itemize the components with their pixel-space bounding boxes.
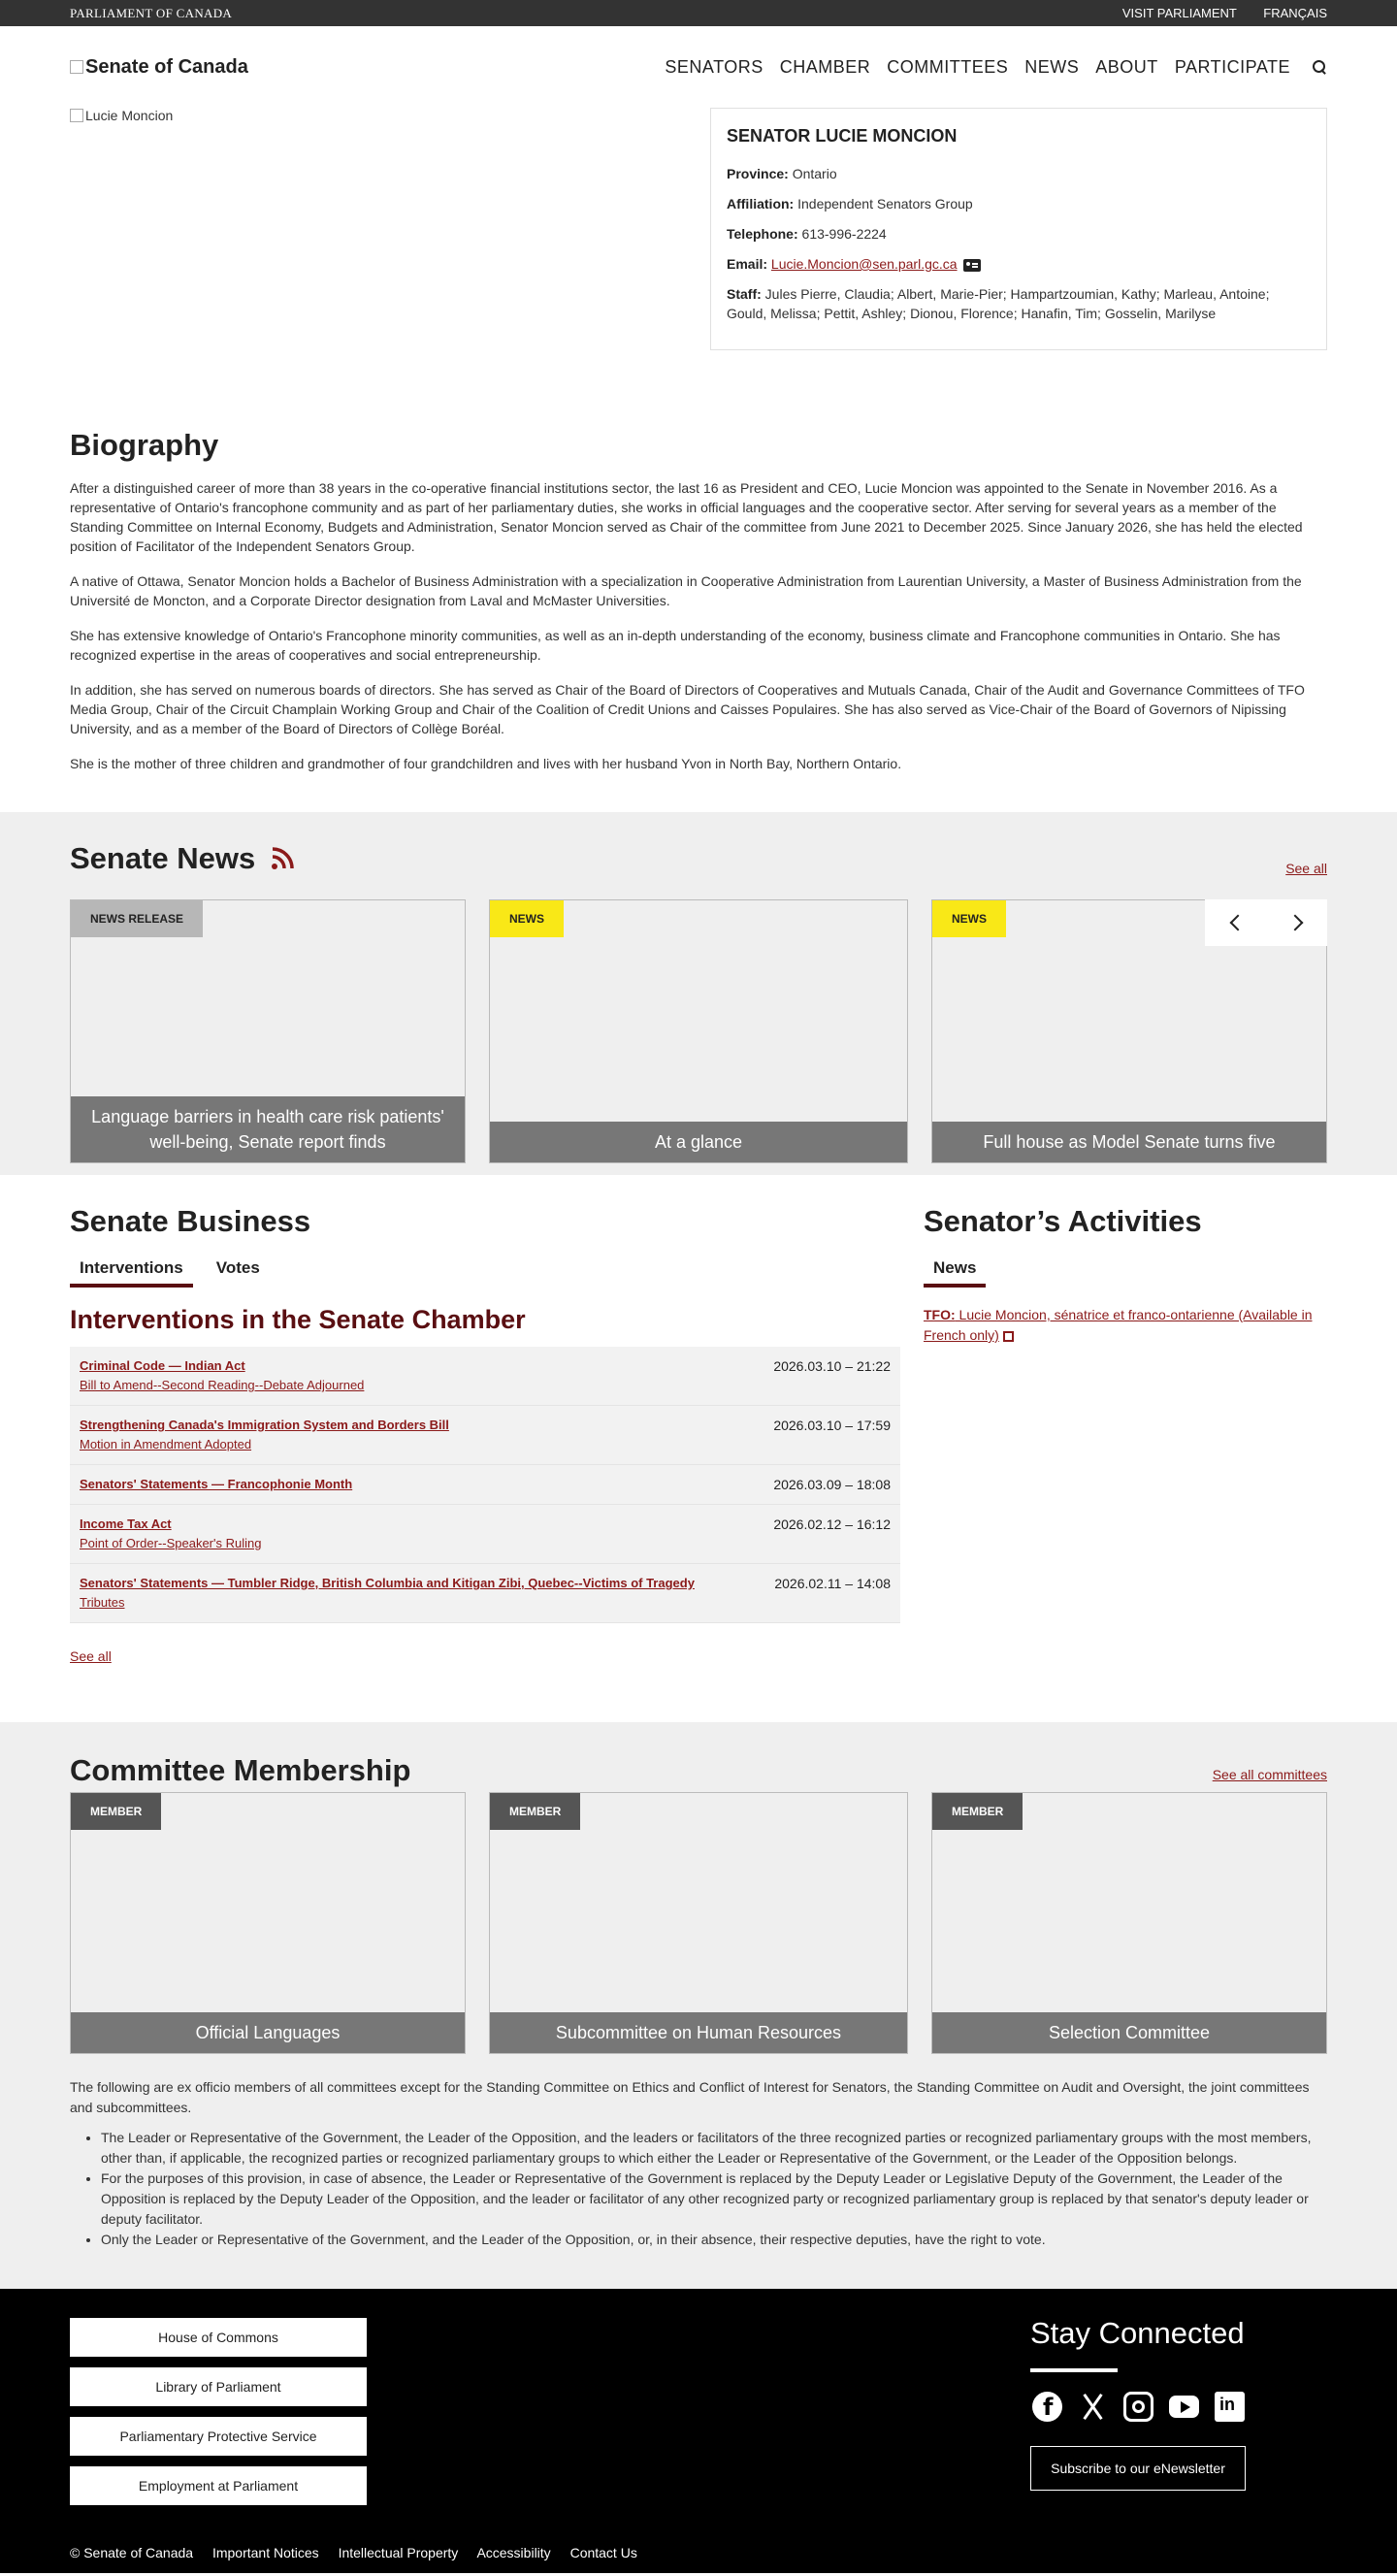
committee-card-title[interactable]: Selection Committee (932, 2012, 1326, 2053)
x-icon[interactable] (1078, 2392, 1108, 2422)
tab-interventions[interactable]: Interventions (70, 1258, 193, 1288)
nav-chamber[interactable]: CHAMBER (779, 56, 871, 77)
chevron-left-icon[interactable] (1205, 899, 1266, 946)
stay-connected-title: Stay Connected (1030, 2316, 1245, 2350)
committee-membership-section (0, 1722, 1397, 2289)
intervention-sub-link[interactable]: Motion in Amendment Adopted (80, 1437, 252, 1451)
bio-paragraph: She has extensive knowledge of Ontario's Francophone minority communities, as well as an in-depth understanding of the economy, business climate and Francophone communities in Ontario. She has recognized expertise in the areas of cooperatives and social entrepreneurship. (70, 628, 1281, 663)
interventions-see-all-link[interactable]: See all (70, 1648, 112, 1664)
biography-title: Biography (70, 428, 219, 462)
ex-officio-intro: The following are ex officio members of all committees except for the Standing Committee on Ethics and Conflict of Interest for Senators, the Standing Committee on Audit and Oversight, the joint committees and subcommittees. (70, 2079, 1310, 2115)
interventions-heading: Interventions in the Senate Chamber (70, 1305, 526, 1334)
vcard-icon[interactable] (963, 259, 981, 272)
footer-links (70, 2545, 653, 2560)
activities-title: Senator’s Activities (924, 1204, 1202, 1238)
parliament-bar (0, 0, 1397, 26)
employment-button[interactable]: Employment at Parliament (70, 2466, 367, 2505)
intervention-title-link[interactable]: Strengthening Canada's Immigration System and Borders Bill (80, 1418, 449, 1432)
youtube-icon[interactable] (1169, 2396, 1199, 2418)
main-nav (648, 57, 1327, 78)
news-badge: NEWS (932, 900, 1006, 937)
site-footer (0, 2289, 1397, 2573)
intervention-sub-link[interactable]: Tributes (80, 1595, 125, 1610)
list-item: • The Leader or Representative of the Government, the Leader of the Opposition, and the leaders or facilitators of the three recognized parties or recognized parliamentary groups with the most members, other than, if applicable, the recognized parties or recognized parliamentary groups to which either the Leader or Representative of the Government, or the Leader of the Opposition belongs. (101, 2128, 1327, 2168)
intervention-date: 2026.03.09 – 18:08 (773, 1477, 891, 1492)
intellectual-property-link[interactable]: Intellectual Property (338, 2545, 459, 2560)
member-badge: MEMBER (490, 1793, 580, 1830)
house-of-commons-button[interactable]: House of Commons (70, 2318, 367, 2357)
activities-tabs (924, 1258, 1327, 1288)
senate-business-section (0, 1175, 1397, 1722)
table-row (70, 1564, 900, 1623)
activity-link[interactable]: TFO: Lucie Moncion, sénatrice et franco-ontarienne (Available in French only) (924, 1307, 1313, 1343)
photo-alt-text: Lucie Moncion (85, 108, 174, 123)
carousel-controls (1205, 899, 1327, 946)
ex-officio-list (70, 2128, 1327, 2250)
committee-membership-title: Committee Membership (70, 1753, 411, 1787)
senate-business-column (70, 1204, 900, 1664)
see-all-committees-link[interactable]: See all committees (1212, 1767, 1327, 1782)
protective-service-button[interactable]: Parliamentary Protective Service (70, 2417, 367, 2456)
nav-participate[interactable]: PARTICIPATE (1174, 56, 1290, 77)
intervention-title-link[interactable]: Income Tax Act (80, 1516, 172, 1531)
broken-image-icon (70, 60, 83, 74)
social-links (1032, 2392, 1245, 2422)
library-of-parliament-button[interactable]: Library of Parliament (70, 2367, 367, 2406)
province-value: Ontario (792, 166, 837, 181)
committee-card-title[interactable]: Subcommittee on Human Resources (490, 2012, 907, 2053)
email-line: Email: Lucie.Moncion@sen.parl.gc.ca (727, 254, 1311, 274)
news-see-all-link[interactable]: See all (1285, 861, 1327, 876)
external-link-icon (1003, 1331, 1014, 1342)
intervention-title-link[interactable]: Senators' Statements — Tumbler Ridge, British Columbia and Kitigan Zibi, Quebec--Victims of Tragedy (80, 1576, 695, 1590)
table-row (70, 1406, 900, 1465)
nav-news[interactable]: NEWS (1024, 56, 1080, 77)
intervention-date: 2026.02.11 – 14:08 (774, 1576, 891, 1591)
list-item: • Only the Leader or Representative of the Government, and the Leader of the Opposition, or, in their absence, their respective deputies, have the right to vote. (101, 2230, 1327, 2250)
accessibility-link[interactable]: Accessibility (476, 2545, 551, 2560)
news-card-title[interactable]: Language barriers in health care risk patients' well-being, Senate report finds (71, 1096, 465, 1162)
linkedin-icon[interactable] (1215, 2392, 1245, 2422)
telephone-value: 613-996-2224 (801, 226, 887, 242)
nav-about[interactable]: ABOUT (1095, 56, 1158, 77)
news-card-title[interactable]: Full house as Model Senate turns five (932, 1122, 1326, 1162)
affiliation-value: Independent Senators Group (797, 196, 973, 212)
rss-icon[interactable] (269, 845, 296, 872)
news-badge: NEWS RELEASE (71, 900, 203, 937)
parliament-of-canada-link[interactable]: PARLIAMENT OF CANADA (70, 5, 233, 20)
committee-card[interactable] (931, 1792, 1327, 2054)
intervention-title-link[interactable]: Senators' Statements — Francophonie Month (80, 1477, 353, 1491)
important-notices-link[interactable]: Important Notices (211, 2545, 319, 2560)
business-tabs (70, 1258, 900, 1288)
intervention-date: 2026.02.12 – 16:12 (773, 1516, 891, 1532)
senate-news-section (0, 812, 1397, 1175)
committee-card[interactable] (489, 1792, 908, 2054)
telephone-line: Telephone: 613-996-2224 (727, 226, 887, 242)
email-link[interactable]: Lucie.Moncion@sen.parl.gc.ca (770, 256, 958, 272)
table-row (70, 1465, 900, 1505)
senator-profile (0, 108, 1397, 428)
senator-info-card (710, 108, 1327, 350)
intervention-date: 2026.03.10 – 21:22 (773, 1358, 891, 1374)
nav-senators[interactable]: SENATORS (665, 56, 763, 77)
list-item: • For the purposes of this provision, in case of absence, the Leader or Representative of the Government is replaced by the Deputy Leader or Legislative Deputy of the Government, the Leader of the Opposition is replaced by the Deputy Leader of the Opposition, and the leader or facilitator of any other recognized party or recognized parliamentary group is replaced by that senator's deputy leader or deputy facilitator. (101, 2168, 1327, 2230)
senator-photo (70, 108, 173, 123)
senator-activities-column (924, 1204, 1327, 1346)
bio-paragraph: In addition, she has served on numerous boards of directors. She has served as Chair of the Board of Directors of Cooperatives and Mutuals Canada, Chair of the Audit and Governance Committees of TFO Media Group, Chair of the Circuit Champlain Working Group and Chair of the Coalition of Credit Unions and Caisses Populaires. She has also served as Vice-Chair of the Board of Governors of Nipissing University, and as a member of the Board of Directors of Collège Boréal. (70, 682, 1305, 736)
senate-logo[interactable] (70, 56, 248, 79)
table-row (70, 1347, 900, 1406)
biography-section (0, 428, 1397, 773)
chevron-right-icon[interactable] (1266, 899, 1327, 946)
divider (1030, 2368, 1118, 2372)
committee-card[interactable] (70, 1792, 466, 2054)
language-toggle-link[interactable]: FRANÇAIS (1263, 6, 1327, 20)
province-line: Province: Ontario (727, 166, 837, 181)
bio-paragraph: She is the mother of three children and grandmother of four grandchildren and lives with her husband Yvon in North Bay, Northern Ontario. (70, 756, 902, 771)
logo-alt-text: Senate of Canada (85, 55, 248, 78)
senate-news-title: Senate News (70, 841, 256, 875)
news-badge: NEWS (490, 900, 564, 937)
senate-business-title: Senate Business (70, 1204, 311, 1238)
intervention-title-link[interactable]: Criminal Code — Indian Act (80, 1358, 245, 1373)
subscribe-button[interactable]: Subscribe to our eNewsletter (1030, 2446, 1246, 2491)
member-badge: MEMBER (932, 1793, 1023, 1830)
senator-name: SENATOR LUCIE MONCION (727, 126, 958, 146)
visit-parliament-link[interactable]: VISIT PARLIAMENT (1121, 6, 1237, 20)
news-card-title[interactable]: At a glance (490, 1122, 907, 1162)
staff-line: Staff: Jules Pierre, Claudia; Albert, Marie-Pier; Hampartzoumian, Kathy; Marleau, Antoine; Gould, Melissa; Pettit, Ashley; Dionou, Florence; Hanafin, Tim; Gosselin, Marilyse (727, 286, 1270, 321)
member-badge: MEMBER (71, 1793, 161, 1830)
affiliation-line: Affiliation: Independent Senators Group (727, 196, 973, 212)
search-icon[interactable] (1312, 59, 1327, 75)
site-header (0, 26, 1397, 108)
committee-card-title[interactable]: Official Languages (71, 2012, 465, 2053)
nav-committees[interactable]: COMMITTEES (887, 56, 1009, 77)
facebook-icon[interactable] (1032, 2392, 1062, 2422)
tab-votes[interactable]: Votes (215, 1258, 260, 1277)
activity-item (924, 1305, 1327, 1346)
staff-value: Jules Pierre, Claudia; Albert, Marie-Pier; Hampartzoumian, Kathy; Marleau, Antoine; Gould, Melissa; Pettit, Ashley; Dionou, Florence; Hanafin, Tim; Gosselin, Marilyse (727, 286, 1270, 321)
copyright-text: © Senate of Canada (70, 2545, 194, 2560)
intervention-date: 2026.03.10 – 17:59 (773, 1418, 891, 1433)
ex-officio-note (70, 2077, 1327, 2250)
intervention-sub-link[interactable]: Bill to Amend--Second Reading--Debate Adjourned (80, 1378, 365, 1392)
bio-paragraph: A native of Ottawa, Senator Moncion holds a Bachelor of Business Administration with a specialization in Cooperative Administration from Laurentian University, a Master of Business Administration from the Université de Moncton, and a Corporate Director designation from Laval and McMaster Universities. (70, 573, 1302, 608)
bio-paragraph: After a distinguished career of more than 38 years in the co-operative financial institutions sector, the last 16 as President and CEO, Lucie Moncion was appointed to the Senate in November 2016. As a representative of Ontario's francophone community and as part of her parliamentary duties, she works in official languages and the cooperative sector. After serving for several years as a member of the Standing Committee on Internal Economy, Budgets and Administration, Senator Moncion served as Chair of the committee from June 2021 to December 2025. Since January 2026, she has held the elected position of Facilitator of the Independent Senators Group. (70, 480, 1303, 554)
instagram-icon[interactable] (1123, 2392, 1153, 2422)
contact-us-link[interactable]: Contact Us (569, 2545, 637, 2560)
intervention-sub-link[interactable]: Point of Order--Speaker's Ruling (80, 1536, 262, 1550)
news-card[interactable] (70, 899, 466, 1163)
tab-news[interactable]: News (924, 1258, 986, 1288)
news-card[interactable] (489, 899, 908, 1163)
table-row (70, 1505, 900, 1564)
broken-image-icon (70, 109, 83, 122)
